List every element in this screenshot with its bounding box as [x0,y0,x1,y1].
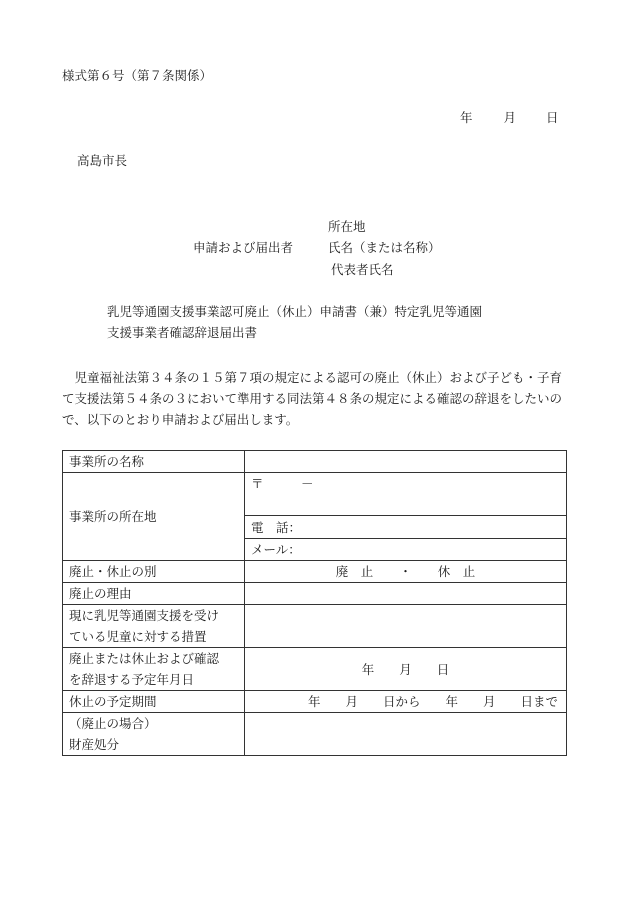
asset-disposal-field[interactable] [245,713,567,756]
asset-disposal-label [63,713,245,756]
reason-field[interactable] [245,583,567,605]
suspension-period-field[interactable]: 年 月 日から 年 月 日まで [245,691,567,713]
asset-disposal-label-line-1: （廃止の場合） [69,716,157,731]
date-line [460,108,559,126]
email-field[interactable]: メール： [245,538,567,560]
date-day: 日 [546,110,559,125]
withdraw-date-label [63,648,245,691]
withdraw-date-label-line-2: を辞退する予定年月日 [69,672,195,687]
phone-field[interactable]: 電 話： [245,516,567,538]
measures-field[interactable] [245,605,567,648]
postal-address-field[interactable]: 〒 － [245,473,567,516]
abolish-option[interactable]: 廃 止 [335,564,374,579]
addressee: 高島市長 [77,153,128,168]
separator-dot: ・ [399,564,412,579]
table-row-asset-disposal [63,713,567,756]
measures-label [63,605,245,648]
document-title-line-2: 支援事業者確認辞退届出書 [107,325,258,340]
table-row-withdraw-date [63,648,567,691]
measures-label-line-2: ている児童に対する措置 [69,629,207,644]
withdraw-date-label-line-1: 廃止または休止および確認 [69,651,220,666]
table-row-abolish-suspend [63,561,567,583]
table-row-facility-name [63,451,567,473]
measures-label-line-1: 現に乳児等通園支援を受け [69,608,220,623]
abolish-suspend-choice[interactable] [245,561,567,583]
applicant-address-label: 所在地 [328,219,366,234]
asset-disposal-label-line-2: 財産処分 [69,737,120,752]
suspend-option[interactable]: 休 止 [437,564,476,579]
form-number: 様式第６号（第７条関係） [62,68,213,83]
date-month: 月 [503,110,517,125]
body-text: 児童福祉法第３４条の１５第７項の規定による認可の廃止（休止）および子ども・子育て支援法第５４条の３において準用する同法第４８条の規定による確認の辞退をしたいので、以下のとおり申請および届出します。 [62,370,563,427]
document-title-line-1: 乳児等通園支援事業認可廃止（休止）申請書（兼）特定乳児等通園 [107,304,483,319]
table-row-reason [63,583,567,605]
reason-label: 廃止の理由 [63,583,245,605]
table-row-suspension-period [63,691,567,713]
table-row-measures [63,605,567,648]
facility-name-label: 事業所の名称 [63,451,245,473]
applicant-name-label: 氏名（または名称） [328,240,441,255]
facility-address-label: 事業所の所在地 [63,473,245,561]
date-year: 年 [460,110,473,125]
withdraw-date-field[interactable]: 年 月 日 [245,648,567,691]
abolish-suspend-label: 廃止・休止の別 [63,561,245,583]
table-row-facility-address [63,473,567,516]
facility-name-field[interactable] [245,451,567,473]
applicant-representative-label: 代表者氏名 [331,262,394,277]
suspension-period-label: 休止の予定期間 [63,691,245,713]
application-form-table [62,450,567,756]
applicant-role-label: 申請および届出者 [193,240,294,255]
